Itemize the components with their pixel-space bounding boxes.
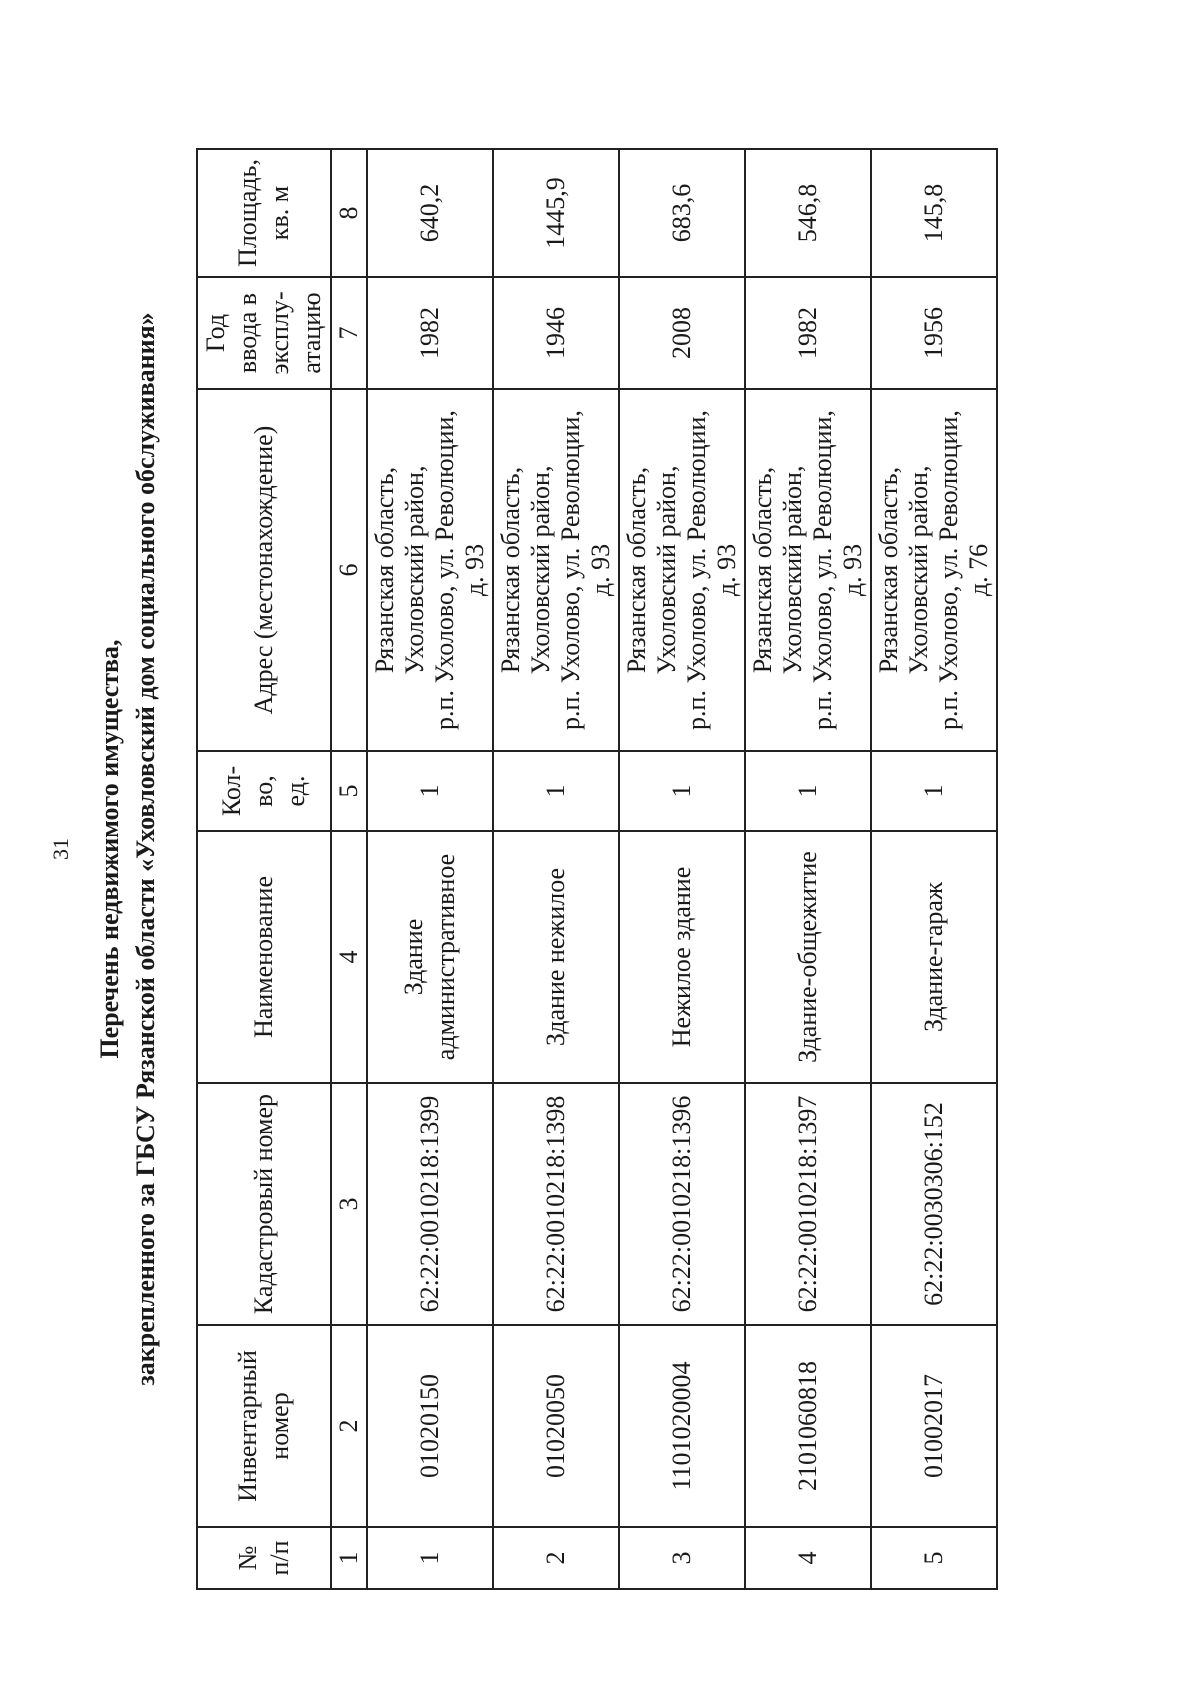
area: 546,8 — [745, 149, 871, 277]
address-line: р.п. Ухолово, ул. Революции, — [934, 410, 963, 730]
address-line: Ухоловский район, — [400, 465, 429, 675]
property-table — [196, 148, 998, 1590]
inventory-number: 1101020004 — [619, 1325, 745, 1527]
address-line: д. 93 — [838, 543, 867, 597]
table-row — [619, 149, 745, 1589]
table-row — [367, 149, 493, 1589]
inventory-number: 01002017 — [871, 1325, 997, 1527]
quantity: 1 — [745, 751, 871, 831]
column-number: 8 — [331, 149, 367, 277]
table-row — [745, 149, 871, 1589]
cadastral-number: 62:22:0010218:1399 — [367, 1083, 493, 1325]
property-name: Здание-общежитие — [745, 831, 871, 1083]
commission-year: 1956 — [871, 277, 997, 389]
address-line: Рязанская область, — [622, 466, 651, 674]
address-line: Рязанская область, — [370, 466, 399, 674]
address-line: Ухоловский район, — [778, 465, 807, 675]
header-cell: Адрес (местонахождение) — [197, 389, 331, 751]
header-cell: Инвентарный номер — [197, 1325, 331, 1527]
column-number: 6 — [331, 389, 367, 751]
address-line: Ухоловский район, — [904, 465, 933, 675]
title-line-2: закрепленного за ГБСУ Рязанской области «Уховловский дом социального обслуживания» — [131, 312, 160, 1386]
header-row — [197, 149, 331, 1589]
row-number: 3 — [619, 1527, 745, 1589]
table-row — [871, 149, 997, 1589]
address — [493, 389, 619, 751]
column-number-row — [331, 149, 367, 1589]
property-name: Здание-гараж — [871, 831, 997, 1083]
quantity: 1 — [367, 751, 493, 831]
document-title — [92, 0, 164, 1698]
column-number: 1 — [331, 1527, 367, 1589]
column-number: 3 — [331, 1083, 367, 1325]
property-name: Здание нежилое — [493, 831, 619, 1083]
row-number: 4 — [745, 1527, 871, 1589]
address-line: р.п. Ухолово, ул. Революции, — [430, 410, 459, 730]
header-cell: Кол-во, ед. — [197, 751, 331, 831]
inventory-number: 2101060818 — [745, 1325, 871, 1527]
header-cell: Год ввода в эксплу-атацию — [197, 277, 331, 389]
column-number: 2 — [331, 1325, 367, 1527]
column-number: 5 — [331, 751, 367, 831]
address-line: р.п. Ухолово, ул. Революции, — [682, 410, 711, 730]
area: 1445,9 — [493, 149, 619, 277]
quantity: 1 — [493, 751, 619, 831]
commission-year: 1946 — [493, 277, 619, 389]
address — [871, 389, 997, 751]
column-number: 7 — [331, 277, 367, 389]
address — [367, 389, 493, 751]
header-cell: № п/п — [197, 1527, 331, 1589]
area: 145,8 — [871, 149, 997, 277]
address-line: д. 76 — [964, 543, 993, 597]
row-number: 5 — [871, 1527, 997, 1589]
page-number: 31 — [48, 838, 73, 860]
commission-year: 1982 — [745, 277, 871, 389]
column-number: 4 — [331, 831, 367, 1083]
row-number: 1 — [367, 1527, 493, 1589]
address-line: р.п. Ухолово, ул. Революции, — [556, 410, 585, 730]
row-number: 2 — [493, 1527, 619, 1589]
quantity: 1 — [871, 751, 997, 831]
address-line: р.п. Ухолово, ул. Революции, — [808, 410, 837, 730]
address-line: Ухоловский район, — [526, 465, 555, 675]
address-line: д. 93 — [460, 543, 489, 597]
address-line: Рязанская область, — [874, 466, 903, 674]
cadastral-number: 62:22:0030306:152 — [871, 1083, 997, 1325]
address-line: д. 93 — [712, 543, 741, 597]
area: 640,2 — [367, 149, 493, 277]
cadastral-number: 62:22:0010218:1397 — [745, 1083, 871, 1325]
quantity: 1 — [619, 751, 745, 831]
address-line: д. 93 — [586, 543, 615, 597]
table-row — [493, 149, 619, 1589]
property-name: Здание административное — [367, 831, 493, 1083]
address — [745, 389, 871, 751]
address — [619, 389, 745, 751]
cadastral-number: 62:22:0010218:1398 — [493, 1083, 619, 1325]
address-line: Рязанская область, — [496, 466, 525, 674]
address-line: Ухоловский район, — [652, 465, 681, 675]
commission-year: 2008 — [619, 277, 745, 389]
header-cell: Наименование — [197, 831, 331, 1083]
inventory-number: 01020150 — [367, 1325, 493, 1527]
header-cell: Кадастровый номер — [197, 1083, 331, 1325]
inventory-number: 01020050 — [493, 1325, 619, 1527]
property-name: Нежилое здание — [619, 831, 745, 1083]
address-line: Рязанская область, — [748, 466, 777, 674]
header-cell: Площадь, кв. м — [197, 149, 331, 277]
area: 683,6 — [619, 149, 745, 277]
commission-year: 1982 — [367, 277, 493, 389]
title-line-1: Перечень недвижимого имущества, — [95, 639, 124, 1059]
cadastral-number: 62:22:0010218:1396 — [619, 1083, 745, 1325]
